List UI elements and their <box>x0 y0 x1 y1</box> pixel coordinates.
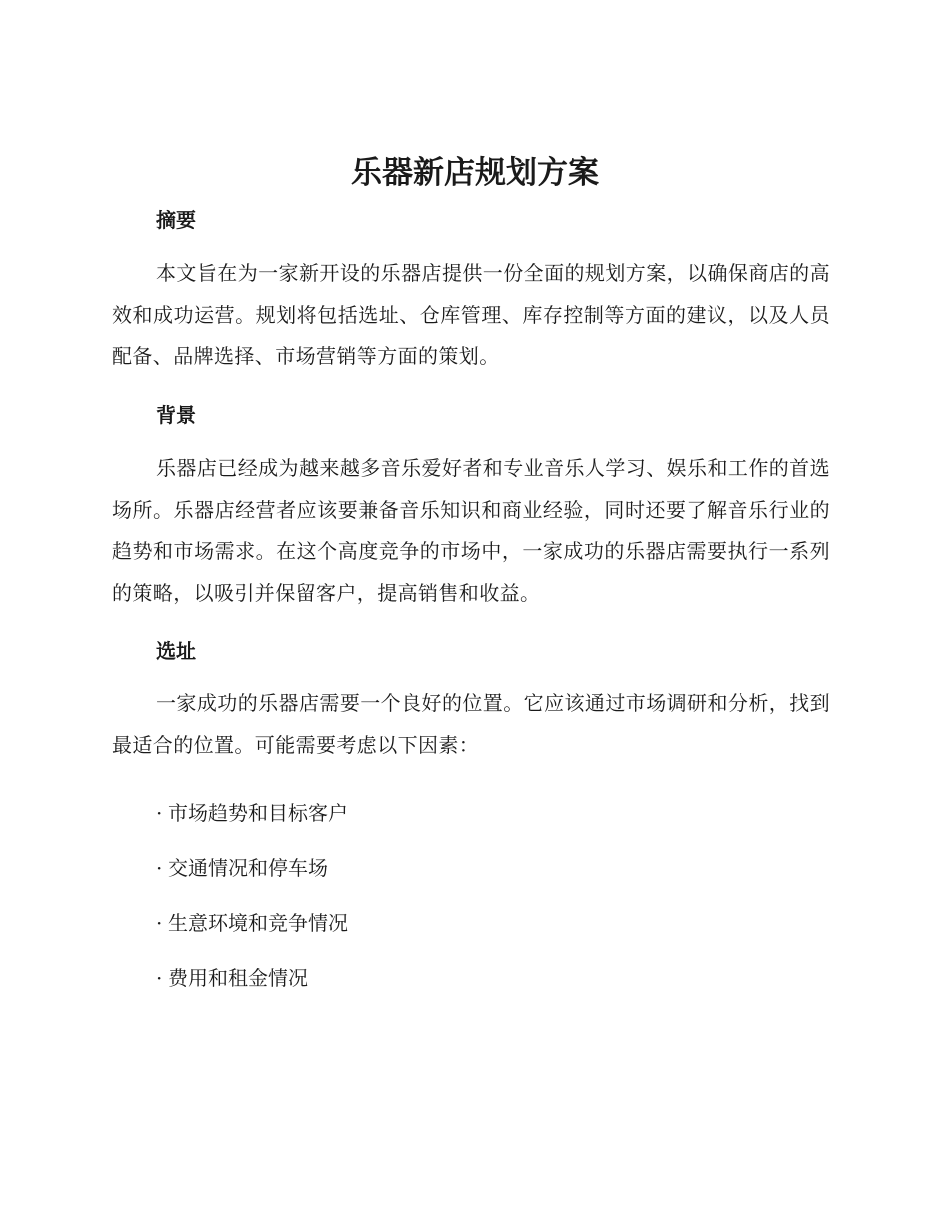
list-item-text: 费用和租金情况 <box>168 966 308 990</box>
list-item <box>156 951 348 1006</box>
section-paragraph-abstract: 本文旨在为一家新开设的乐器店提供一份全面的规划方案，以确保商店的高效和成功运营。规划将包括选址、仓库管理、库存控制等方面的建议，以及人员配备、品牌选择、市场营销等方面的策划。 <box>112 261 830 368</box>
list-item-text: 生意环境和竞争情况 <box>168 911 348 935</box>
list-item <box>156 841 348 896</box>
bullet-marker: · <box>156 856 163 880</box>
section-paragraph-location: 一家成功的乐器店需要一个良好的位置。它应该通过市场调研和分析，找到最适合的位置。可能需要考虑以下因素： <box>112 691 830 757</box>
section-heading-location: 选址 <box>156 639 196 663</box>
location-factor-list <box>156 786 348 1006</box>
list-item <box>156 786 348 841</box>
section-paragraph-background: 乐器店已经成为越来越多音乐爱好者和专业音乐人学习、娱乐和工作的首选场所。乐器店经营者应该要兼备音乐知识和商业经验，同时还要了解音乐行业的趋势和市场需求。在这个高度竞争的市场中，一家成功的乐器店需要执行一系列的策略，以吸引并保留客户，提高销售和收益。 <box>112 456 830 605</box>
section-heading-abstract: 摘要 <box>156 208 196 232</box>
document-title: 乐器新店规划方案 <box>351 155 599 191</box>
list-item <box>156 896 348 951</box>
list-item-text: 交通情况和停车场 <box>168 856 328 880</box>
bullet-marker: · <box>156 911 163 935</box>
section-heading-background: 背景 <box>156 403 196 427</box>
bullet-marker: · <box>156 966 163 990</box>
bullet-marker: · <box>156 801 163 825</box>
list-item-text: 市场趋势和目标客户 <box>168 801 348 825</box>
